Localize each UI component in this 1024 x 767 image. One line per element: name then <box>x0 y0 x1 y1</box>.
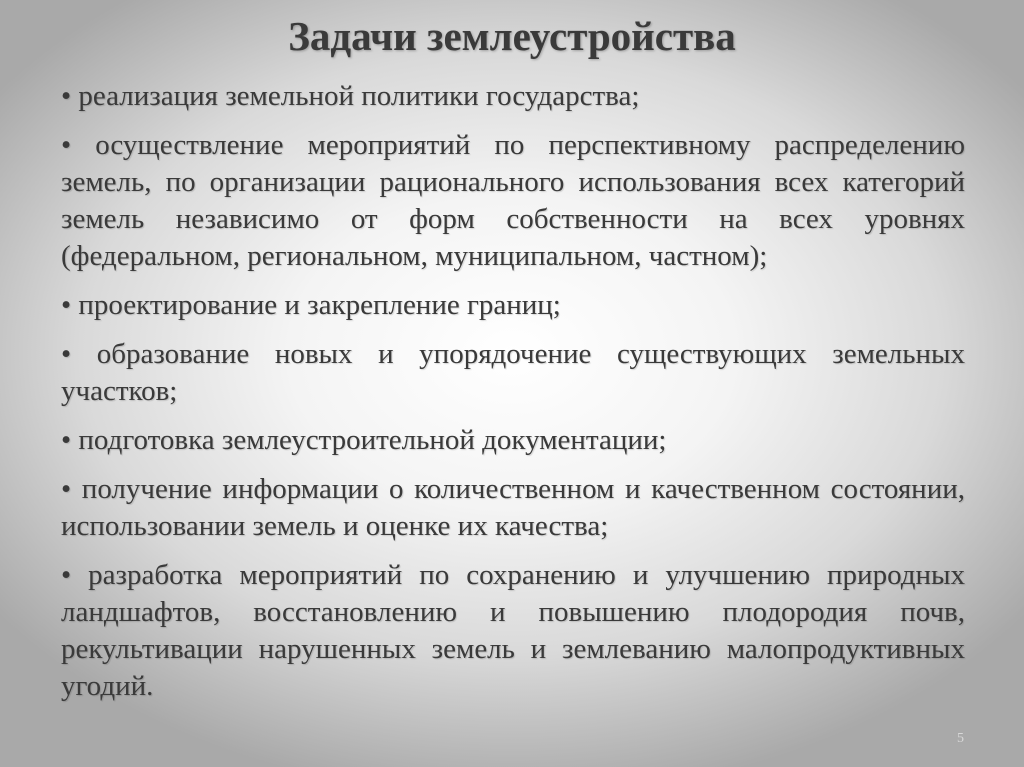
slide-title: Задачи землеустройства <box>288 13 736 59</box>
bullet-item: • подготовка землеустроительной документации; <box>61 424 667 456</box>
bullet-item: • реализация земельной политики государства; <box>61 80 640 112</box>
slide-number: 5 <box>957 731 964 746</box>
bullet-item: • осуществление мероприятий по перспективному распределению земель, по организации рационального использования всех категорий земель независимо от форм собственности на всех уровнях (федеральном, региональном, муниципальном, частном); <box>61 129 965 272</box>
bullet-list <box>61 78 965 717</box>
bullet-item: • получение информации о количественном и качественном состоянии, использовании земель и оценке их качества; <box>61 473 965 542</box>
bullet-item: • образование новых и упорядочение существующих земельных участков; <box>61 338 965 407</box>
bullet-item: • разработка мероприятий по сохранению и улучшению природных ландшафтов, восстановлению и повышению плодородия почв, рекультивации нарушенных земель и землеванию малопродуктивных угодий. <box>61 559 965 702</box>
bullet-item: • проектирование и закрепление границ; <box>61 289 561 321</box>
